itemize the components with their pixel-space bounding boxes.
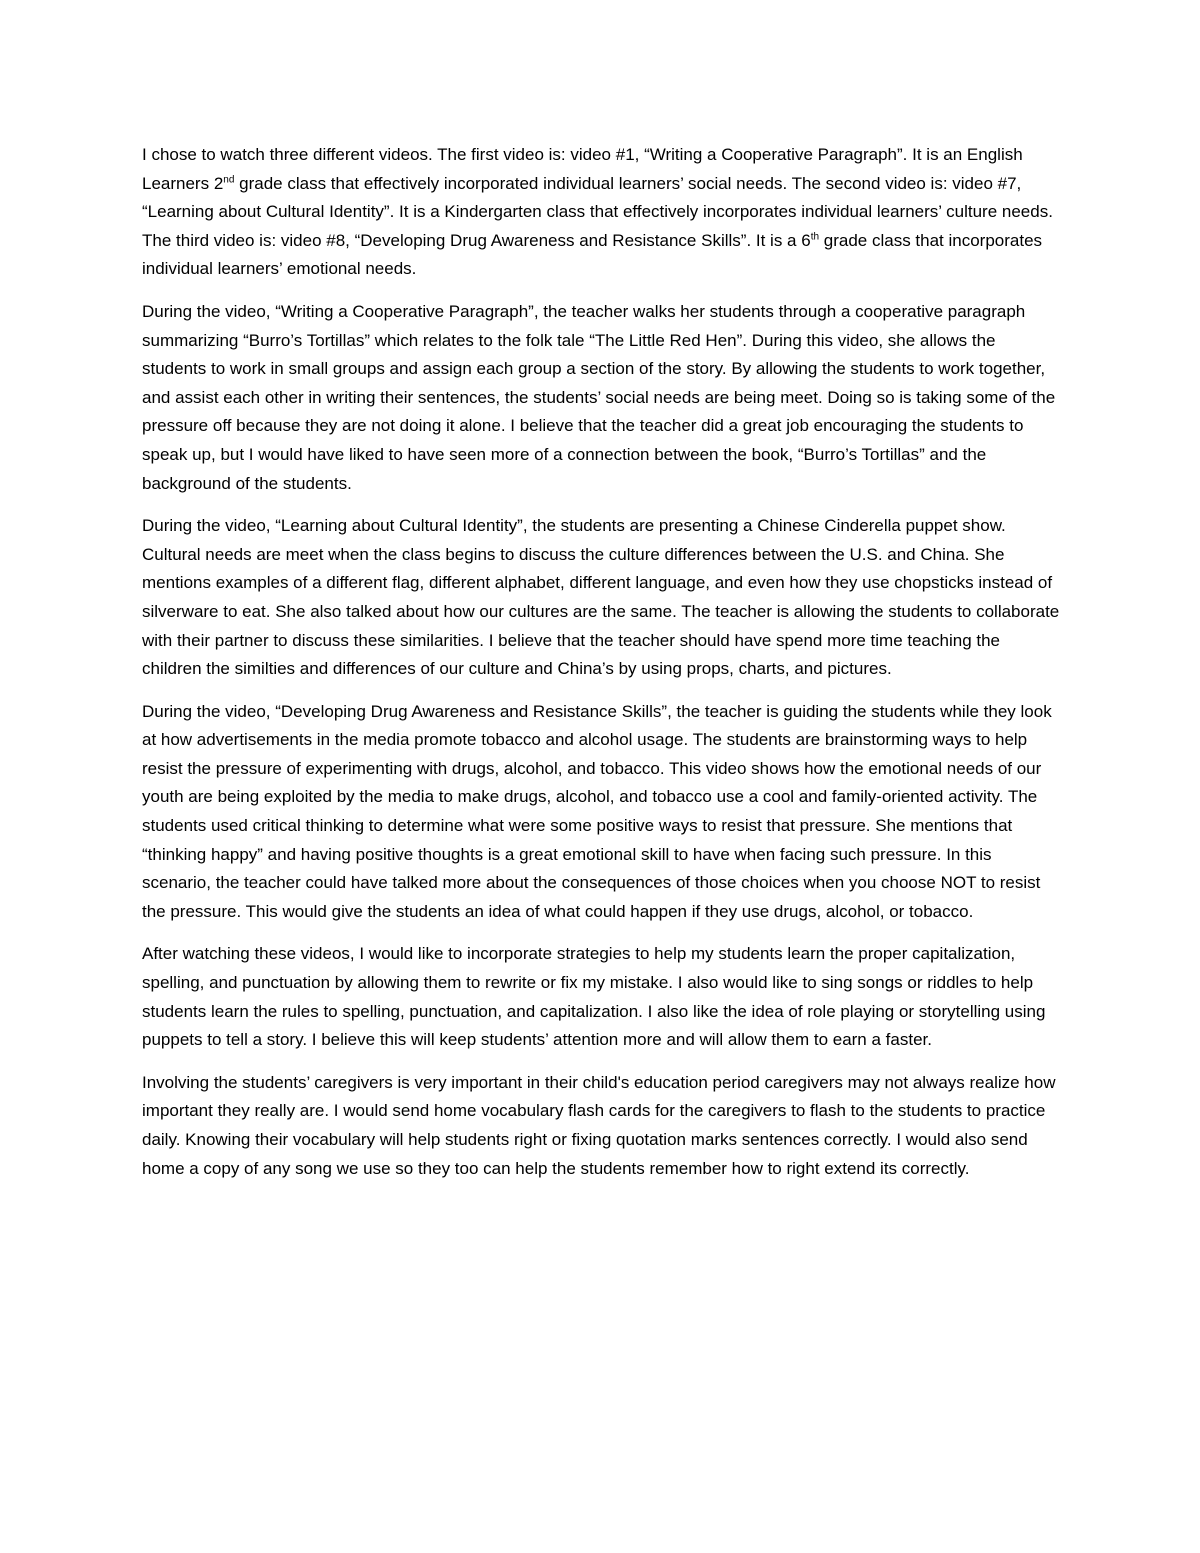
superscript-th: th	[810, 231, 820, 243]
paragraph-3: During the video, “Learning about Cultural Identity”, the students are presenting a Chinese Cinderella puppet show. Cultural needs are meet when the class begins to discuss the culture differences between the U.S. and China. She mentions examples of a different flag, different alphabet, different language, and even how they use chopsticks instead of silverware to eat. She also talked about how our cultures are the same. The teacher is allowing the students to collaborate with their partner to discuss these similarities. I believe that the teacher should have spend more time teaching the children the similties and differences of our culture and China’s by using props, charts, and pictures.	[142, 516, 1060, 679]
paragraph-5: After watching these videos, I would like to incorporate strategies to help my students learn the proper capitalization, spelling, and punctuation by allowing them to rewrite or fix my mistake. I also would like to sing songs or riddles to help students learn the rules to spelling, punctuation, and capitalization. I also like the idea of role playing or storytelling using puppets to tell a story. I believe this will keep students’ attention more and will allow them to earn a faster.	[142, 944, 1046, 1050]
paragraph-2: During the video, “Writing a Cooperative Paragraph”, the teacher walks her students through a cooperative paragraph summarizing “Burro’s Tortillas” which relates to the folk tale “The Little Red Hen”. During this video, she allows the students to work in small groups and assign each group a section of the story. By allowing the students to work together, and assist each other in writing their sentences, the students’ social needs are being meet. Doing so is taking some of the pressure off because they are not doing it alone. I believe that the teacher did a great job encouraging the students to speak up, but I would have liked to have seen more of a connection between the book, “Burro’s Tortillas” and the background of the students.	[142, 301, 1056, 493]
superscript-nd: nd	[223, 173, 235, 185]
paragraph-1-part-3: grade class that incorporates individual learners’ emotional needs.	[142, 230, 1043, 279]
paragraph-6: Involving the students’ caregivers is very important in their child's education period caregivers may not always realize how important they really are. I would send home vocabulary flash cards for the caregivers to flash to the students to practice daily. Knowing their vocabulary will help students right or fixing quotation marks sentences correctly. I would also send home a copy of any song we use so they too can help the students remember how to right extend its correctly.	[142, 1072, 1056, 1178]
paragraph-1-part-1: I chose to watch three different videos. The first video is: video #1, “Writing a Cooperative Paragraph”. It is an English Learners 2	[142, 145, 1023, 193]
paragraph-1-part-2: grade class that effectively incorporated individual learners’ social needs. The second video is: video #7, “Learning about Cultural Identity”. It is a Kindergarten class that effectively incorporates individual learners’ culture needs. The third video is: video #8, “Developing Drug Awareness and Resistance Skills”. It is a 6	[142, 173, 1053, 250]
document-body	[142, 141, 1062, 1197]
paragraph-4: During the video, “Developing Drug Awareness and Resistance Skills”, the teacher is guiding the students while they look at how advertisements in the media promote tobacco and alcohol usage. The students are brainstorming ways to help resist the pressure of experimenting with drugs, alcohol, and tobacco. This video shows how the emotional needs of our youth are being exploited by the media to make drugs, alcohol, and tobacco use a cool and family-oriented activity. The students used critical thinking to determine what were some positive ways to resist that pressure. She mentions that “thinking happy” and having positive thoughts is a great emotional skill to have when facing such pressure. In this scenario, the teacher could have talked more about the consequences of those choices when you choose NOT to resist the pressure. This would give the students an idea of what could happen if they use drugs, alcohol, or tobacco.	[142, 701, 1052, 921]
paragraph-1	[142, 141, 1062, 284]
